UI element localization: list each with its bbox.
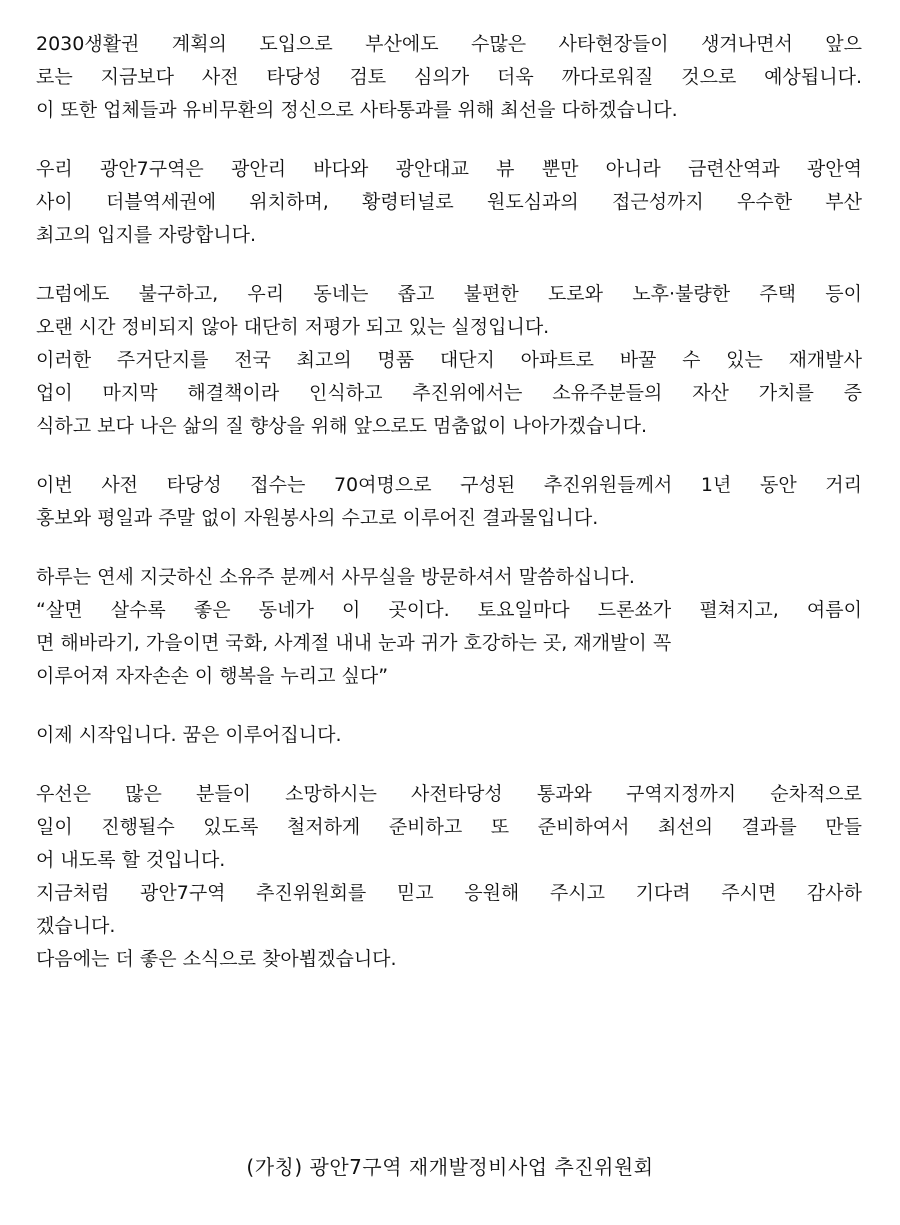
text-line: 다음에는 더 좋은 소식으로 찾아뵙겠습니다. bbox=[36, 948, 397, 970]
text-line: 이러한 주거단지를 전국 최고의 명품 대단지 아파트로 바꿀 수 있는 재개발사 bbox=[36, 349, 862, 371]
text-line: 어 내도록 할 것입니다. bbox=[36, 849, 226, 871]
paragraph-closing bbox=[36, 778, 862, 976]
text-line: 우리 광안7구역은 광안리 바다와 광안대교 뷰 뿐만 아니라 금련산역과 광안역 bbox=[36, 158, 862, 180]
text-line: 하루는 연세 지긋하신 소유주 분께서 사무실을 방문하셔서 말씀하십니다. bbox=[36, 566, 635, 588]
text-line: 이번 사전 타당성 접수는 70여명으로 구성된 추진위원들께서 1년 동안 거리 bbox=[36, 474, 862, 496]
text-line: 오랜 시간 정비되지 않아 대단히 저평가 되고 있는 실정입니다. bbox=[36, 316, 550, 338]
paragraph-submission bbox=[36, 469, 862, 535]
text-line: 우선은 많은 분들이 소망하시는 사전타당성 통과와 구역지정까지 순차적으로 bbox=[36, 783, 862, 805]
text-line: 지금처럼 광안7구역 추진위원회를 믿고 응원해 주시고 기다려 주시면 감사하 bbox=[36, 882, 862, 904]
signature-committee: (가칭) 광안7구역 재개발정비사업 추진위원회 bbox=[246, 1155, 654, 1179]
text-line: 업이 마지막 해결책이라 인식하고 추진위에서는 소유주분들의 자산 가치를 증 bbox=[36, 382, 862, 404]
text-line: 일이 진행될수 있도록 철저하게 준비하고 또 준비하여서 최선의 결과를 만들 bbox=[36, 816, 862, 838]
text-line: 이제 시작입니다. 꿈은 이루어집니다. bbox=[36, 724, 342, 746]
text-line: 그럼에도 불구하고, 우리 동네는 좁고 불편한 도로와 노후·불량한 주택 등이 bbox=[36, 283, 862, 305]
paragraph-location bbox=[36, 153, 862, 252]
text-line: 최고의 입지를 자랑합니다. bbox=[36, 224, 257, 246]
text-line: 홍보와 평일과 주말 없이 자원봉사의 수고로 이루어진 결과물입니다. bbox=[36, 507, 599, 529]
text-line: 2030생활권 계획의 도입으로 부산에도 수많은 사타현장들이 생겨나면서 앞으 bbox=[36, 33, 862, 55]
paragraph-intro bbox=[36, 28, 862, 127]
text-line: 이루어져 자자손손 이 행복을 누리고 싶다” bbox=[36, 665, 389, 687]
paragraph-quote bbox=[36, 561, 862, 693]
text-line: 겠습니다. bbox=[36, 915, 116, 937]
text-line: 식하고 보다 나은 삶의 질 향상을 위해 앞으로도 멈춤없이 나아가겠습니다. bbox=[36, 415, 648, 437]
text-line: 이 또한 업체들과 유비무환의 정신으로 사타통과를 위해 최선을 다하겠습니다. bbox=[36, 99, 678, 121]
text-line: “살면 살수록 좋은 동네가 이 곳이다. 토요일마다 드론쑈가 펼쳐지고, 여름이 bbox=[36, 599, 862, 621]
text-line: 로는 지금보다 사전 타당성 검토 심의가 더욱 까다로워질 것으로 예상됩니다. bbox=[36, 66, 862, 88]
paragraph-redevelopment bbox=[36, 278, 862, 443]
paragraph-beginning bbox=[36, 719, 862, 752]
text-line: 사이 더블역세권에 위치하며, 황령터널로 원도심과의 접근성까지 우수한 부산 bbox=[36, 191, 862, 213]
text-line: 면 해바라기, 가을이면 국화, 사계절 내내 눈과 귀가 호강하는 곳, 재개발이 꼭 bbox=[36, 632, 672, 654]
